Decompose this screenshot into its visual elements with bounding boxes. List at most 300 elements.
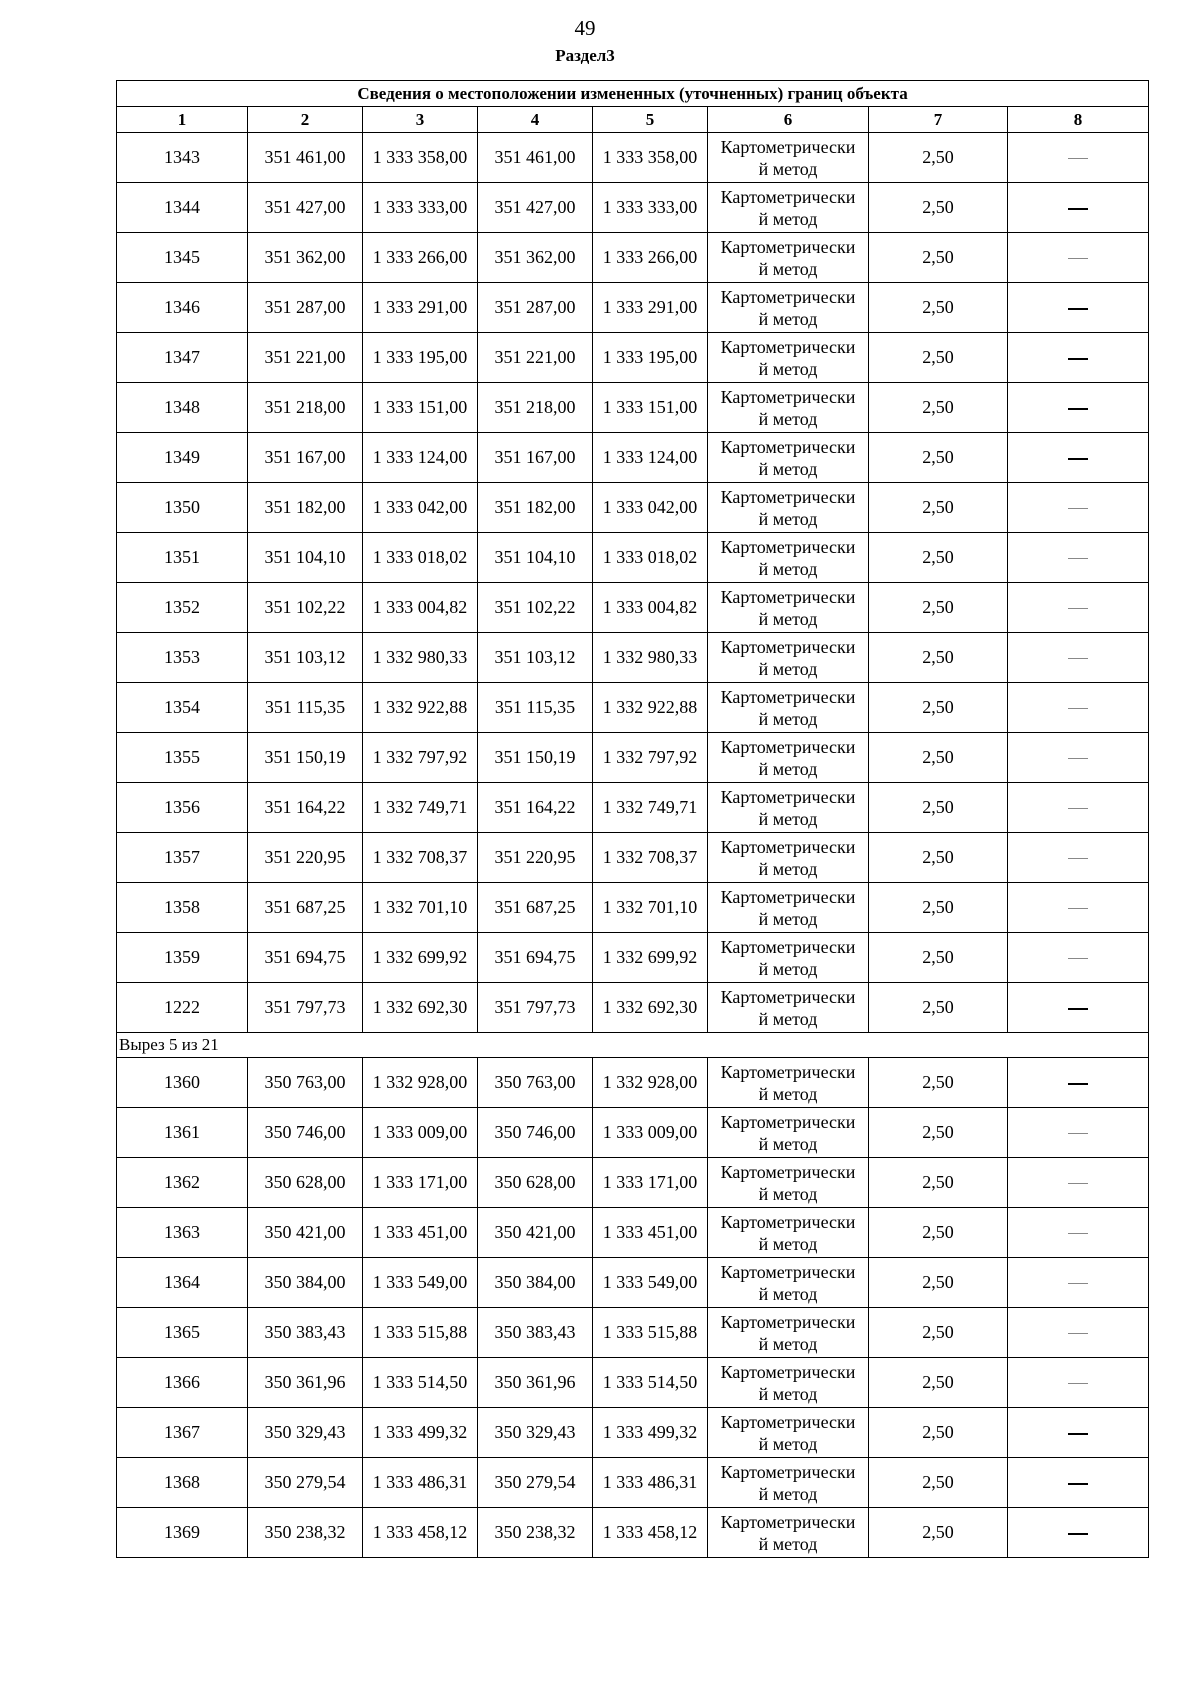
method-text-line1: Картометрически (720, 636, 856, 657)
accuracy-cell: 2,50 (869, 933, 1008, 983)
point-number-cell: 1347 (117, 333, 248, 383)
y-new-cell: 1 332 749,71 (593, 783, 708, 833)
empty-dash (1068, 508, 1088, 509)
table-row (117, 1208, 1149, 1258)
method-cell (708, 783, 869, 833)
empty-dash (1068, 1483, 1088, 1485)
y-new-cell: 1 332 699,92 (593, 933, 708, 983)
point-number-cell: 1360 (117, 1058, 248, 1108)
method-text-line1: Картометрически (720, 1311, 856, 1332)
empty-dash (1068, 908, 1088, 909)
description-cell (1008, 1208, 1149, 1258)
x-new-cell: 351 221,00 (478, 333, 593, 383)
y-existing-cell: 1 333 171,00 (363, 1158, 478, 1208)
method-text-line1: Картометрически (720, 936, 856, 957)
method-cell (708, 383, 869, 433)
method-cell (708, 1258, 869, 1308)
table-row (117, 1358, 1149, 1408)
method-cell (708, 583, 869, 633)
y-existing-cell: 1 333 042,00 (363, 483, 478, 533)
empty-dash (1068, 1333, 1088, 1334)
y-existing-cell: 1 332 928,00 (363, 1058, 478, 1108)
accuracy-cell: 2,50 (869, 983, 1008, 1033)
x-new-cell: 351 797,73 (478, 983, 593, 1033)
accuracy-cell: 2,50 (869, 883, 1008, 933)
description-cell (1008, 683, 1149, 733)
y-new-cell: 1 333 549,00 (593, 1258, 708, 1308)
method-text-line1: Картометрически (720, 1411, 856, 1432)
y-existing-cell: 1 333 486,31 (363, 1458, 478, 1508)
accuracy-cell: 2,50 (869, 1208, 1008, 1258)
point-number-cell: 1345 (117, 233, 248, 283)
description-cell (1008, 133, 1149, 183)
y-existing-cell: 1 333 515,88 (363, 1308, 478, 1358)
point-number-cell: 1369 (117, 1508, 248, 1558)
x-existing-cell: 351 164,22 (248, 783, 363, 833)
accuracy-cell: 2,50 (869, 633, 1008, 683)
y-new-cell: 1 333 009,00 (593, 1108, 708, 1158)
empty-dash (1068, 608, 1088, 609)
point-number-cell: 1366 (117, 1358, 248, 1408)
method-cell (708, 483, 869, 533)
method-text-line2: й метод (758, 1533, 818, 1554)
y-existing-cell: 1 333 124,00 (363, 433, 478, 483)
method-cell (708, 1108, 869, 1158)
method-text-line1: Картометрически (720, 286, 856, 307)
section-title: Раздел3 (555, 46, 615, 65)
x-existing-cell: 351 221,00 (248, 333, 363, 383)
y-existing-cell: 1 333 291,00 (363, 283, 478, 333)
y-new-cell: 1 333 458,12 (593, 1508, 708, 1558)
point-number-cell: 1343 (117, 133, 248, 183)
x-new-cell: 351 102,22 (478, 583, 593, 633)
method-text-line1: Картометрически (720, 886, 856, 907)
x-existing-cell: 351 218,00 (248, 383, 363, 433)
method-text-line1: Картометрически (720, 836, 856, 857)
point-number-cell: 1348 (117, 383, 248, 433)
description-cell (1008, 483, 1149, 533)
y-new-cell: 1 332 922,88 (593, 683, 708, 733)
x-new-cell: 350 746,00 (478, 1108, 593, 1158)
y-existing-cell: 1 332 699,92 (363, 933, 478, 983)
column-number: 5 (593, 107, 708, 133)
method-text-line2: й метод (758, 858, 818, 879)
method-text-line1: Картометрически (720, 736, 856, 757)
method-text-line2: й метод (758, 558, 818, 579)
accuracy-cell: 2,50 (869, 1308, 1008, 1358)
y-new-cell: 1 333 171,00 (593, 1158, 708, 1208)
description-cell (1008, 333, 1149, 383)
method-cell (708, 733, 869, 783)
table-row (117, 933, 1149, 983)
empty-dash (1068, 158, 1088, 159)
description-cell (1008, 1258, 1149, 1308)
point-number-cell: 1346 (117, 283, 248, 333)
y-new-cell: 1 332 928,00 (593, 1058, 708, 1108)
method-text-line2: й метод (758, 458, 818, 479)
description-cell (1008, 233, 1149, 283)
y-existing-cell: 1 332 980,33 (363, 633, 478, 683)
x-new-cell: 351 362,00 (478, 233, 593, 283)
method-text-line2: й метод (758, 358, 818, 379)
x-new-cell: 351 694,75 (478, 933, 593, 983)
x-existing-cell: 350 763,00 (248, 1058, 363, 1108)
point-number-cell: 1361 (117, 1108, 248, 1158)
description-cell (1008, 733, 1149, 783)
method-cell (708, 283, 869, 333)
point-number-cell: 1353 (117, 633, 248, 683)
table-row (117, 1258, 1149, 1308)
accuracy-cell: 2,50 (869, 1108, 1008, 1158)
method-text-line1: Картометрически (720, 436, 856, 457)
y-existing-cell: 1 333 549,00 (363, 1258, 478, 1308)
y-existing-cell: 1 333 009,00 (363, 1108, 478, 1158)
table-row (117, 283, 1149, 333)
point-number-cell: 1365 (117, 1308, 248, 1358)
method-text-line2: й метод (758, 1433, 818, 1454)
table-row (117, 1508, 1149, 1558)
y-new-cell: 1 332 701,10 (593, 883, 708, 933)
table-row (117, 433, 1149, 483)
accuracy-cell: 2,50 (869, 683, 1008, 733)
method-text-line1: Картометрически (720, 236, 856, 257)
method-cell (708, 1508, 869, 1558)
method-cell (708, 983, 869, 1033)
method-text-line1: Картометрически (720, 136, 856, 157)
table-row (117, 683, 1149, 733)
point-number-cell: 1344 (117, 183, 248, 233)
method-text-line2: й метод (758, 758, 818, 779)
method-text-line2: й метод (758, 208, 818, 229)
method-text-line2: й метод (758, 808, 818, 829)
method-cell (708, 883, 869, 933)
column-number: 6 (708, 107, 869, 133)
x-new-cell: 350 628,00 (478, 1158, 593, 1208)
point-number-cell: 1358 (117, 883, 248, 933)
table-row (117, 633, 1149, 683)
x-existing-cell: 351 167,00 (248, 433, 363, 483)
x-new-cell: 351 461,00 (478, 133, 593, 183)
description-cell (1008, 783, 1149, 833)
description-cell (1008, 1108, 1149, 1158)
table-row (117, 783, 1149, 833)
method-text-line2: й метод (758, 1483, 818, 1504)
method-text-line1: Картометрически (720, 536, 856, 557)
table-row (117, 383, 1149, 433)
method-cell (708, 233, 869, 283)
table-row (117, 533, 1149, 583)
x-existing-cell: 351 797,73 (248, 983, 363, 1033)
column-number: 2 (248, 107, 363, 133)
empty-dash (1068, 1383, 1088, 1384)
method-cell (708, 833, 869, 883)
y-existing-cell: 1 332 701,10 (363, 883, 478, 933)
table-caption-row (117, 81, 1149, 107)
x-new-cell: 351 687,25 (478, 883, 593, 933)
method-cell (708, 683, 869, 733)
y-existing-cell: 1 333 004,82 (363, 583, 478, 633)
point-number-cell: 1355 (117, 733, 248, 783)
method-text-line1: Картометрически (720, 686, 856, 707)
method-cell (708, 333, 869, 383)
accuracy-cell: 2,50 (869, 1508, 1008, 1558)
description-cell (1008, 883, 1149, 933)
point-number-cell: 1354 (117, 683, 248, 733)
method-text-line1: Картометрически (720, 186, 856, 207)
point-number-cell: 1351 (117, 533, 248, 583)
point-number-cell: 1222 (117, 983, 248, 1033)
method-text-line2: й метод (758, 158, 818, 179)
x-new-cell: 350 279,54 (478, 1458, 593, 1508)
method-cell (708, 1158, 869, 1208)
x-new-cell: 351 164,22 (478, 783, 593, 833)
y-existing-cell: 1 333 333,00 (363, 183, 478, 233)
y-existing-cell: 1 333 266,00 (363, 233, 478, 283)
description-cell (1008, 383, 1149, 433)
y-new-cell: 1 333 124,00 (593, 433, 708, 483)
x-new-cell: 351 182,00 (478, 483, 593, 533)
method-text-line1: Картометрически (720, 1111, 856, 1132)
y-new-cell: 1 332 708,37 (593, 833, 708, 883)
y-existing-cell: 1 333 458,12 (363, 1508, 478, 1558)
x-existing-cell: 350 329,43 (248, 1408, 363, 1458)
empty-dash (1068, 208, 1088, 210)
method-cell (708, 1208, 869, 1258)
y-existing-cell: 1 333 499,32 (363, 1408, 478, 1458)
x-new-cell: 350 384,00 (478, 1258, 593, 1308)
description-cell (1008, 833, 1149, 883)
empty-dash (1068, 958, 1088, 959)
method-text-line1: Картометрически (720, 986, 856, 1007)
y-existing-cell: 1 333 151,00 (363, 383, 478, 433)
method-text-line1: Картометрически (720, 336, 856, 357)
empty-dash (1068, 408, 1088, 410)
method-text-line2: й метод (758, 508, 818, 529)
x-new-cell: 351 427,00 (478, 183, 593, 233)
y-new-cell: 1 332 692,30 (593, 983, 708, 1033)
method-cell (708, 533, 869, 583)
y-new-cell: 1 333 018,02 (593, 533, 708, 583)
accuracy-cell: 2,50 (869, 1158, 1008, 1208)
x-existing-cell: 350 384,00 (248, 1258, 363, 1308)
accuracy-cell: 2,50 (869, 1258, 1008, 1308)
y-existing-cell: 1 332 708,37 (363, 833, 478, 883)
accuracy-cell: 2,50 (869, 1058, 1008, 1108)
description-cell (1008, 433, 1149, 483)
table-caption: Сведения о местоположении измененных (уточненных) границ объекта (117, 81, 1149, 107)
table-body (117, 81, 1149, 1558)
x-existing-cell: 351 461,00 (248, 133, 363, 183)
method-cell (708, 933, 869, 983)
method-cell (708, 133, 869, 183)
x-existing-cell: 351 102,22 (248, 583, 363, 633)
table-row (117, 483, 1149, 533)
y-existing-cell: 1 332 797,92 (363, 733, 478, 783)
method-text-line2: й метод (758, 308, 818, 329)
description-cell (1008, 533, 1149, 583)
method-text-line2: й метод (758, 1183, 818, 1204)
method-text-line1: Картометрически (720, 786, 856, 807)
method-text-line1: Картометрически (720, 1461, 856, 1482)
accuracy-cell: 2,50 (869, 583, 1008, 633)
accuracy-cell: 2,50 (869, 1358, 1008, 1408)
table-row (117, 333, 1149, 383)
y-new-cell: 1 333 486,31 (593, 1458, 708, 1508)
method-cell (708, 1458, 869, 1508)
x-new-cell: 351 287,00 (478, 283, 593, 333)
y-new-cell: 1 333 333,00 (593, 183, 708, 233)
description-cell (1008, 1058, 1149, 1108)
y-new-cell: 1 332 980,33 (593, 633, 708, 683)
accuracy-cell: 2,50 (869, 183, 1008, 233)
subsection-row (117, 1033, 1149, 1058)
column-number: 4 (478, 107, 593, 133)
y-new-cell: 1 333 042,00 (593, 483, 708, 533)
method-text-line2: й метод (758, 908, 818, 929)
column-number: 1 (117, 107, 248, 133)
accuracy-cell: 2,50 (869, 783, 1008, 833)
empty-dash (1068, 1133, 1088, 1134)
table-row (117, 1458, 1149, 1508)
method-text-line2: й метод (758, 658, 818, 679)
description-cell (1008, 1458, 1149, 1508)
y-new-cell: 1 333 151,00 (593, 383, 708, 433)
method-text-line1: Картометрически (720, 1361, 856, 1382)
y-new-cell: 1 333 195,00 (593, 333, 708, 383)
method-cell (708, 633, 869, 683)
table-row (117, 1108, 1149, 1158)
description-cell (1008, 1508, 1149, 1558)
point-number-cell: 1367 (117, 1408, 248, 1458)
empty-dash (1068, 858, 1088, 859)
method-text-line1: Картометрически (720, 386, 856, 407)
x-new-cell: 350 383,43 (478, 1308, 593, 1358)
x-new-cell: 350 421,00 (478, 1208, 593, 1258)
table-row (117, 233, 1149, 283)
empty-dash (1068, 358, 1088, 360)
x-existing-cell: 351 427,00 (248, 183, 363, 233)
x-new-cell: 351 220,95 (478, 833, 593, 883)
method-text-line1: Картометрически (720, 486, 856, 507)
table-row (117, 133, 1149, 183)
empty-dash (1068, 1008, 1088, 1010)
method-cell (708, 433, 869, 483)
description-cell (1008, 283, 1149, 333)
method-text-line2: й метод (758, 408, 818, 429)
method-text-line1: Картометрически (720, 586, 856, 607)
empty-dash (1068, 308, 1088, 310)
x-new-cell: 351 103,12 (478, 633, 593, 683)
y-new-cell: 1 333 004,82 (593, 583, 708, 633)
x-existing-cell: 351 104,10 (248, 533, 363, 583)
description-cell (1008, 1158, 1149, 1208)
method-text-line2: й метод (758, 1283, 818, 1304)
point-number-cell: 1368 (117, 1458, 248, 1508)
x-existing-cell: 350 361,96 (248, 1358, 363, 1408)
empty-dash (1068, 1433, 1088, 1435)
accuracy-cell: 2,50 (869, 283, 1008, 333)
empty-dash (1068, 1233, 1088, 1234)
x-existing-cell: 350 421,00 (248, 1208, 363, 1258)
x-existing-cell: 351 287,00 (248, 283, 363, 333)
method-text-line2: й метод (758, 1233, 818, 1254)
empty-dash (1068, 708, 1088, 709)
method-cell (708, 183, 869, 233)
y-existing-cell: 1 333 195,00 (363, 333, 478, 383)
y-existing-cell: 1 332 749,71 (363, 783, 478, 833)
method-text-line2: й метод (758, 958, 818, 979)
accuracy-cell: 2,50 (869, 383, 1008, 433)
table-row (117, 883, 1149, 933)
method-cell (708, 1308, 869, 1358)
method-text-line2: й метод (758, 1083, 818, 1104)
empty-dash (1068, 1283, 1088, 1284)
table-row (117, 1058, 1149, 1108)
x-new-cell: 351 167,00 (478, 433, 593, 483)
point-number-cell: 1364 (117, 1258, 248, 1308)
accuracy-cell: 2,50 (869, 733, 1008, 783)
empty-dash (1068, 658, 1088, 659)
description-cell (1008, 983, 1149, 1033)
point-number-cell: 1356 (117, 783, 248, 833)
empty-dash (1068, 458, 1088, 460)
y-new-cell: 1 333 515,88 (593, 1308, 708, 1358)
column-number-row (117, 107, 1149, 133)
x-existing-cell: 351 115,35 (248, 683, 363, 733)
point-number-cell: 1349 (117, 433, 248, 483)
method-text-line2: й метод (758, 608, 818, 629)
y-new-cell: 1 332 797,92 (593, 733, 708, 783)
description-cell (1008, 1358, 1149, 1408)
method-cell (708, 1408, 869, 1458)
accuracy-cell: 2,50 (869, 533, 1008, 583)
x-existing-cell: 350 628,00 (248, 1158, 363, 1208)
x-new-cell: 350 763,00 (478, 1058, 593, 1108)
page-number: 49 (574, 16, 596, 40)
x-new-cell: 351 218,00 (478, 383, 593, 433)
x-existing-cell: 351 220,95 (248, 833, 363, 883)
x-new-cell: 350 238,32 (478, 1508, 593, 1558)
accuracy-cell: 2,50 (869, 1408, 1008, 1458)
subsection-label: Вырез 5 из 21 (117, 1033, 1149, 1058)
empty-dash (1068, 758, 1088, 759)
description-cell (1008, 1408, 1149, 1458)
method-text-line2: й метод (758, 1383, 818, 1404)
x-existing-cell: 350 746,00 (248, 1108, 363, 1158)
x-existing-cell: 351 694,75 (248, 933, 363, 983)
y-existing-cell: 1 333 358,00 (363, 133, 478, 183)
y-existing-cell: 1 333 018,02 (363, 533, 478, 583)
point-number-cell: 1352 (117, 583, 248, 633)
y-existing-cell: 1 333 451,00 (363, 1208, 478, 1258)
x-existing-cell: 350 383,43 (248, 1308, 363, 1358)
x-existing-cell: 351 362,00 (248, 233, 363, 283)
y-new-cell: 1 333 499,32 (593, 1408, 708, 1458)
method-cell (708, 1058, 869, 1108)
description-cell (1008, 633, 1149, 683)
empty-dash (1068, 1083, 1088, 1085)
accuracy-cell: 2,50 (869, 233, 1008, 283)
point-number-cell: 1350 (117, 483, 248, 533)
y-existing-cell: 1 332 922,88 (363, 683, 478, 733)
method-text-line1: Картометрически (720, 1161, 856, 1182)
x-existing-cell: 351 103,12 (248, 633, 363, 683)
x-new-cell: 350 329,43 (478, 1408, 593, 1458)
table-row (117, 1308, 1149, 1358)
empty-dash (1068, 808, 1088, 809)
point-number-cell: 1359 (117, 933, 248, 983)
table-row (117, 1158, 1149, 1208)
